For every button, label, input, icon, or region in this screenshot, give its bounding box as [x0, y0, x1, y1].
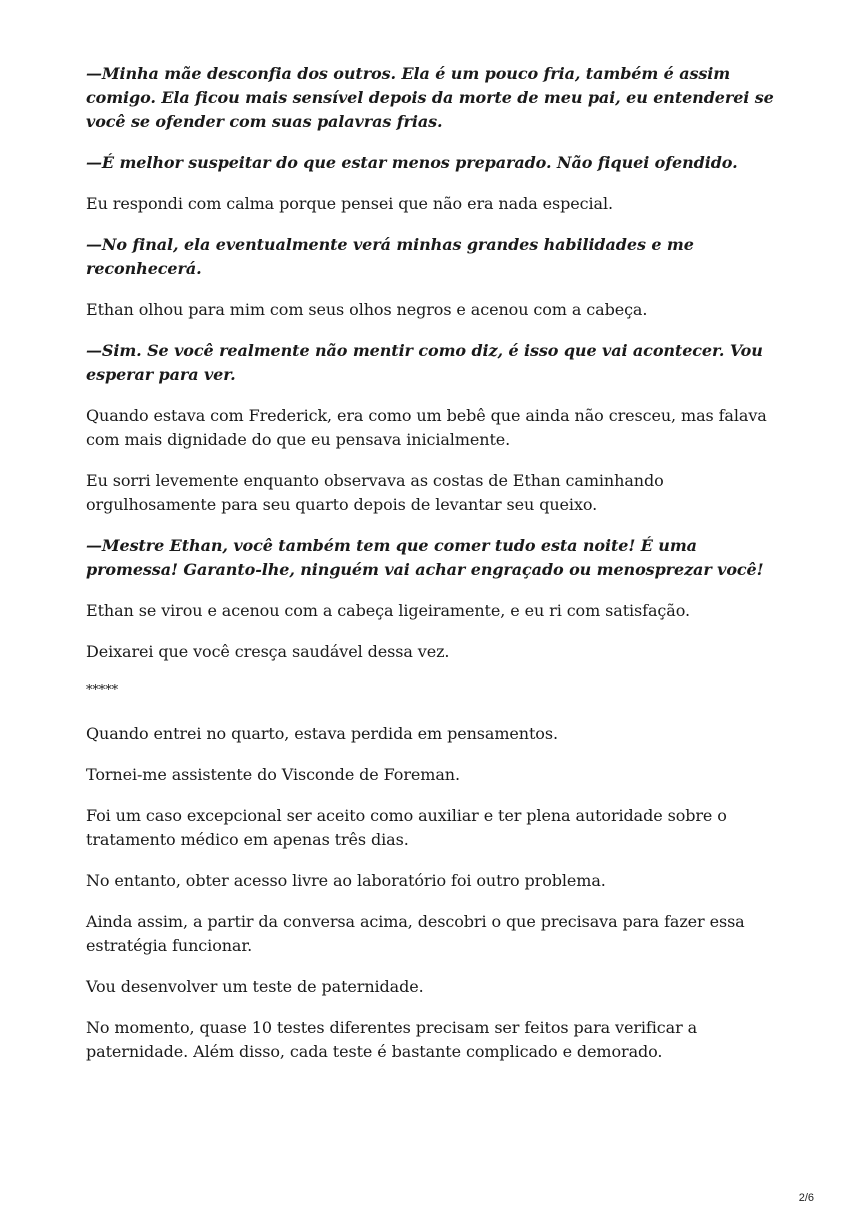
narration-paragraph: Tornei-me assistente do Visconde de Foreman. — [86, 765, 460, 784]
narration-paragraph: Deixarei que você cresça saudável dessa vez. — [86, 642, 450, 661]
document-body — [86, 62, 786, 1081]
dialogue-paragraph: —Sim. Se você realmente não mentir como diz, é isso que vai acontecer. Vou esperar para ver. — [86, 341, 763, 384]
narration-paragraph: Quando estava com Frederick, era como um bebê que ainda não cresceu, mas falava com mais dignidade do que eu pensava inicialmente. — [86, 406, 767, 449]
narration-paragraph: Eu respondi com calma porque pensei que não era nada especial. — [86, 194, 613, 213]
narration-paragraph: Quando entrei no quarto, estava perdida em pensamentos. — [86, 724, 558, 743]
dialogue-paragraph: —Minha mãe desconfia dos outros. Ela é um pouco fria, também é assim comigo. Ela ficou mais sensível depois da morte de meu pai, eu entenderei se você se ofender com suas palavras frias. — [86, 64, 774, 131]
dialogue-paragraph: —É melhor suspeitar do que estar menos preparado. Não fiquei ofendido. — [86, 153, 738, 172]
narration-paragraph: Vou desenvolver um teste de paternidade. — [86, 977, 424, 996]
narration-paragraph: Ethan olhou para mim com seus olhos negros e acenou com a cabeça. — [86, 300, 648, 319]
section-separator: ***** — [86, 683, 119, 698]
dialogue-paragraph: —No final, ela eventualmente verá minhas grandes habilidades e me reconhecerá. — [86, 235, 694, 278]
narration-paragraph: Foi um caso excepcional ser aceito como auxiliar e ter plena autoridade sobre o tratamento médico em apenas três dias. — [86, 806, 727, 849]
narration-paragraph: Eu sorri levemente enquanto observava as costas de Ethan caminhando orgulhosamente para seu quarto depois de levantar seu queixo. — [86, 471, 664, 514]
page-number: 2/6 — [798, 1192, 814, 1204]
dialogue-paragraph: —Mestre Ethan, você também tem que comer tudo esta noite! É uma promessa! Garanto-lhe, ninguém vai achar engraçado ou menosprezar você! — [86, 536, 764, 579]
narration-paragraph: No entanto, obter acesso livre ao laboratório foi outro problema. — [86, 871, 606, 890]
narration-paragraph: Ethan se virou e acenou com a cabeça ligeiramente, e eu ri com satisfação. — [86, 601, 690, 620]
narration-paragraph: Ainda assim, a partir da conversa acima, descobri o que precisava para fazer essa estratégia funcionar. — [86, 912, 745, 955]
narration-paragraph: No momento, quase 10 testes diferentes precisam ser feitos para verificar a paternidade. Além disso, cada teste é bastante complicado e demorado. — [86, 1018, 698, 1061]
